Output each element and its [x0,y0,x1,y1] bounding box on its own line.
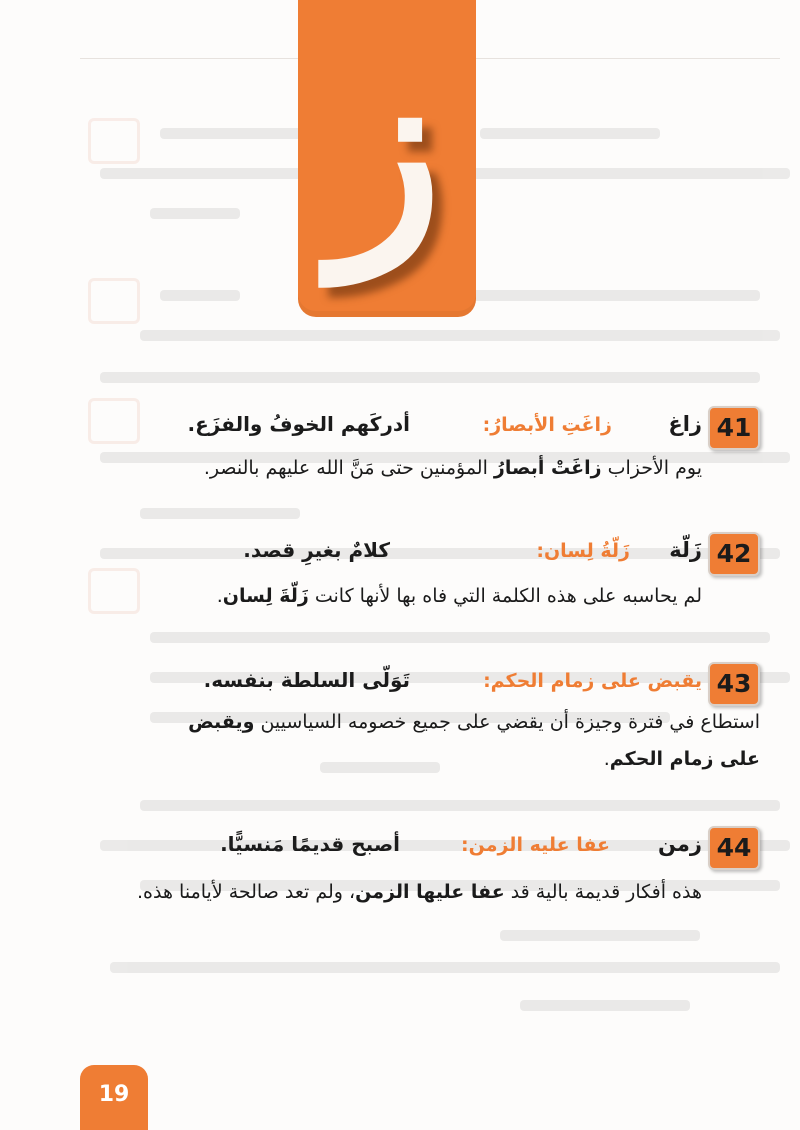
entry-number-badge: 43 [708,662,760,706]
section-letter: ز [331,13,443,283]
entry-root-word: زَلّة [669,538,702,562]
entry-example: يوم الأحزاب زاغَتْ أبصارُ المؤمنين حتى مَنَّ الله عليهم بالنصر. [203,457,702,479]
entry-number-badge: 42 [708,532,760,576]
entry-example: هذه أفكار قديمة بالية قد عفا عليها الزمن، ولم تعد صالحة لأيامنا هذه. [137,881,702,903]
entry-meaning: أصبح قديمًا مَنسيًّا. [220,832,400,856]
entry-meaning: كلامٌ بغيرِ قصد. [243,538,390,562]
entry-44 [60,826,760,916]
entry-meaning: أدركَهم الخوفُ والفزَع. [187,412,410,436]
entry-phrase: يقبض على زمام الحكم: [483,670,702,692]
entry-43 [60,662,760,782]
entry-root-word: زمن [658,832,702,856]
entry-example: لم يحاسبه على هذه الكلمة التي فاه بها لأنها كانت زَلّةَ لِسان. [216,585,702,607]
entry-phrase: زاغَتِ الأبصارُ: [482,414,612,436]
entry-meaning: تَوَلّى السلطة بنفسه. [203,668,410,692]
entry-41 [60,406,760,496]
entry-number-badge: 44 [708,826,760,870]
page-number: 19 [80,1065,148,1130]
entry-phrase: عفا عليه الزمن: [461,834,610,856]
entry-root-word: زاغ [668,412,702,436]
letter-tab [298,0,476,317]
entry-42 [60,532,760,622]
entry-number-badge: 41 [708,406,760,450]
entry-example: استطاع في فترة وجيزة أن يقضي على جميع خصومه السياسيين ويقبض على زمام الحكم. [188,711,760,770]
entry-phrase: زَلّةُ لِسان: [536,540,630,562]
